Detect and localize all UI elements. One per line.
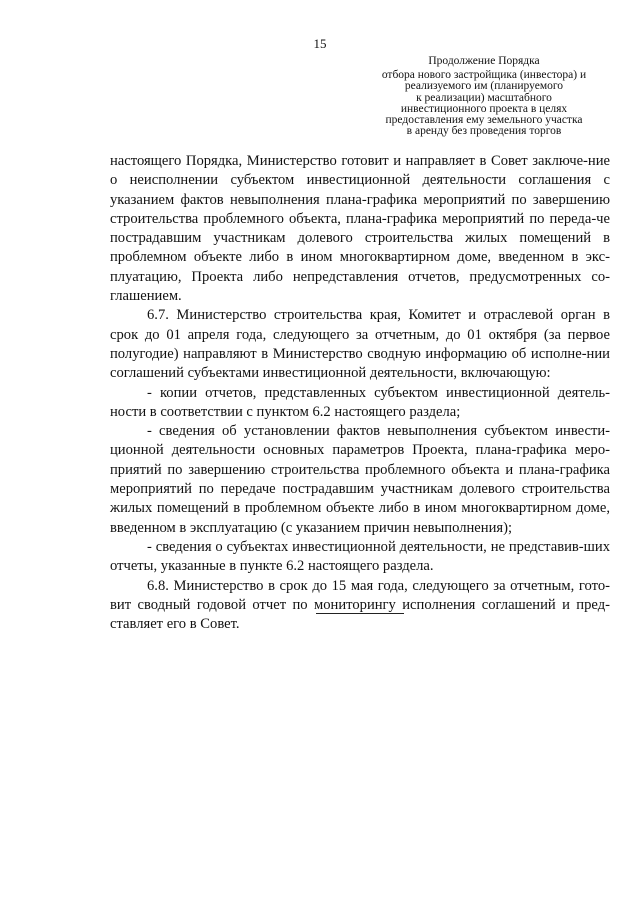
header-note-line: инвестиционного проекта в целях [400, 102, 568, 115]
page-number: 15 [313, 36, 327, 51]
header-note-line: в аренду без проведения торгов [406, 125, 562, 138]
header-note-line: Продолжение Порядка [428, 55, 540, 67]
header-note-line: предоставления ему земельного участка [385, 114, 583, 127]
header-note-line: к реализации) масштабного [416, 91, 552, 104]
paragraph-continuation: настоящего Порядка, Министерство готовит и направляет в Совет заключе-ние о неисполнении субъектом инвестиционной деятельности соглашения с указанием фактов невыполнения плана-графика мероприятий по завершению строительства проблемного объекта, плана-графика мероприятий по переда-че пострадавшим участникам долевого строительства жилых помещений в проблемном объекте либо в ином многоквартирном доме, введенном в экс-плуатацию, Проекта либо непредставления отчетов, предусмотренных со-глашением. [110, 153, 610, 305]
paragraph-6-8: 6.8. Министерство в срок до 15 мая года, следующего за отчетным, гото-вит сводный годовой отчет по мониторингу исполнения соглашений и пред-ставляет его в Совет. [110, 577, 610, 633]
list-item-reports-copies: - копии отчетов, представленных субъектом инвестиционной деятель-ности в соответствии с пунктом 6.2 настоящего раздела; [110, 384, 610, 420]
end-separator-line [316, 613, 404, 614]
body-text [110, 152, 610, 634]
header-note-line: отбора нового застройщика (инвестора) и [381, 69, 587, 82]
header-note [368, 56, 600, 137]
list-item-missing-reports: - сведения о субъектах инвестиционной деятельности, не представив-ших отчеты, указанные в пункте 6.2 настоящего раздела. [110, 538, 610, 575]
header-note-line: реализуемого им (планируемого [404, 80, 564, 93]
paragraph-6-7: 6.7. Министерство строительства края, Комитет и отраслевой орган в срок до 01 апреля года, следующего за отчетным, до 01 октября (за первое полугодие) направляют в Министерство сводную информацию об исполне-нии соглашений субъектами инвестиционной деятельности, включающую: [110, 307, 610, 382]
list-item-violations: - сведения об установлении фактов невыполнения субъектом инвести-ционной деятельности основных параметров Проекта, плана-графика меро-приятий по завершению строительства проблемного объекта и плана-графика мероприятий по передаче пострадавшим участникам долевого строительства жилых помещений в проблемном объекте либо в ином многоквартирном доме, введенном в эксплуатацию (с указанием причин невыполнения); [110, 423, 610, 536]
